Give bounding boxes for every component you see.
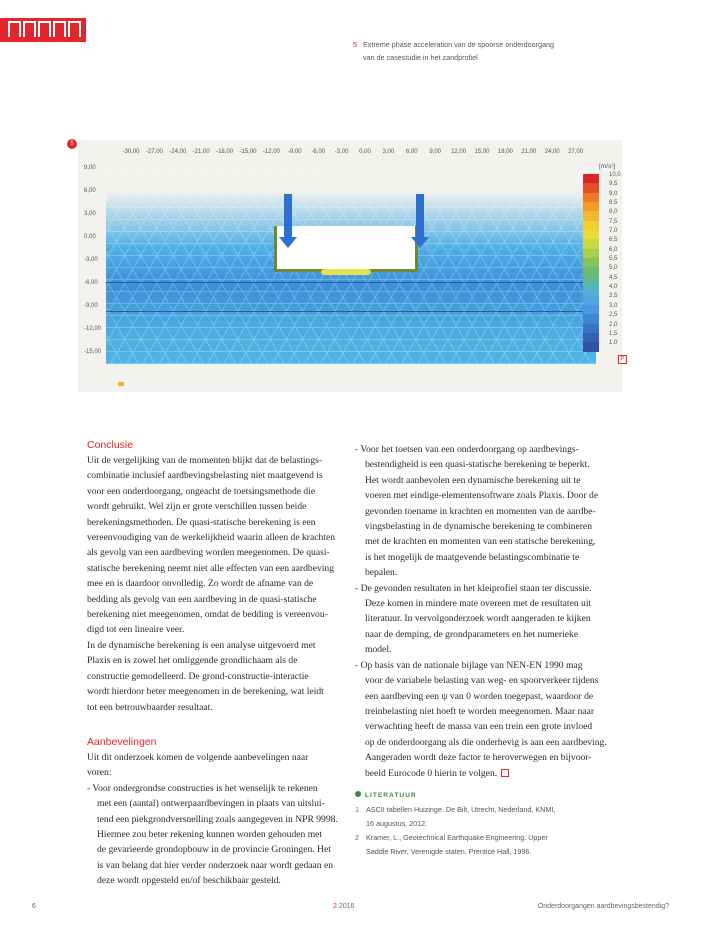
legend-value: 8,0 [609, 209, 618, 216]
x-tick-label: 12,00 [451, 149, 467, 155]
legend-value: 10,0 [609, 172, 621, 178]
legend-value: 5,5 [609, 256, 618, 263]
text-line: is van belang dat hier verder onderzoek naar wordt gedaan en [97, 859, 334, 871]
text-line: met de krachten en momenten van een statische berekening, [365, 536, 596, 548]
conclusie-paragraph-1 [87, 453, 347, 638]
x-tick-label: 0,00 [359, 149, 371, 155]
x-tick-label: -6,00 [311, 149, 326, 155]
text-line: - Voor het toetsen van een onderdoorgang op aardbevings- [355, 444, 579, 455]
x-tick-label: -12,00 [262, 149, 280, 155]
legend-swatch [583, 202, 599, 211]
text-line: - De gevonden resultaten in het kleiprofiel staan ter discussie. [355, 582, 592, 594]
legend-value: 9,0 [609, 190, 618, 197]
text-line: Plaxis en is zowel het omliggende grondlichaam als de [87, 655, 298, 667]
legend-value: 4,0 [609, 284, 618, 291]
text-line: met een (aantal) ontwerpaardbevingen in plaats van uitslui- [97, 798, 325, 810]
text-line: een aardbeving een ψ van 0 worden toegepast, waardoor de [365, 690, 594, 702]
legend-value: 1,5 [609, 330, 618, 337]
literatuur-item: 2 Kramer, L., Geotechnical Earthquake Engineering. Upper Saddle River, Verenigde staten, Prentice Hall, 1996. [355, 833, 548, 856]
legend-swatch [583, 258, 599, 267]
text-line: In de dynamische berekening is een analyse uitgevoerd met [87, 639, 316, 651]
end-mark-icon [501, 769, 509, 777]
legend-swatch [583, 324, 599, 333]
y-tick-label: 6,00 [84, 188, 96, 194]
text-line: op de onderdoorgang als die onderhevig is aan een aardbeving. [365, 736, 607, 748]
y-tick-label: -6,00 [84, 280, 98, 286]
text-line: berekening niet meegenomen, omdat de bedding is vereenvou- [87, 609, 328, 621]
legend-swatch [583, 333, 599, 342]
legend-value: 5,0 [609, 265, 618, 272]
legend-value: 8,5 [609, 200, 618, 207]
load-arrow-icon [416, 194, 424, 238]
high-acceleration-zone [321, 269, 371, 275]
legend-swatch [583, 286, 599, 295]
magazine-logo [0, 18, 86, 42]
plaxis-icon: P [618, 355, 627, 364]
literatuur-heading: LITERATUUR [355, 791, 417, 799]
y-tick-label: 9,00 [84, 165, 96, 171]
aanbevelingen-intro [87, 750, 347, 781]
legend-swatch [583, 295, 599, 304]
y-tick-label: 0,00 [84, 234, 96, 240]
legend-value: 6,0 [609, 246, 618, 253]
x-tick-label: -15,00 [239, 149, 257, 155]
legend-value: 2,5 [609, 312, 618, 319]
issue-label: 2 2016 [333, 903, 355, 910]
legend-value: 1,0 [609, 340, 618, 347]
legend-swatch [583, 267, 599, 276]
x-tick-label: -18,00 [216, 149, 234, 155]
text-line: treinbelasting niet hoeft te worden meegenomen. Maar naar [365, 705, 595, 717]
legend-swatch [583, 277, 599, 286]
aanbeveling-bullet-2 [355, 442, 615, 581]
running-title: Onderdoorgangen aardbevingsbestendig? [537, 903, 669, 910]
x-tick-label: 27,00 [568, 149, 584, 155]
text-line: voeren met eindige-elementensoftware zoals Plaxis. Door de [365, 490, 599, 502]
right-column [355, 442, 615, 781]
y-tick-label: 3,00 [84, 211, 96, 217]
text-line: gevonden toename in krachten en momenten van de aardbe- [365, 505, 596, 517]
text-line: combinatie inclusief aardbevingsbelasting niet maatgevend is [87, 470, 323, 482]
text-line: Het wordt aanbevolen een dynamische berekening uit te [365, 474, 581, 486]
legend-swatch [583, 221, 599, 230]
legend-swatch [583, 305, 599, 314]
x-tick-label: -24,00 [169, 149, 187, 155]
text-line: mee en is daardoor onvolledig. Zo wordt de afname van de [87, 578, 314, 590]
text-line: als gevolg van een aardbeving worden meegenomen. De quasi- [87, 547, 330, 559]
legend-swatch [583, 174, 599, 183]
text-line: beeld Eurocode 0 hierin te volgen. [355, 766, 615, 781]
plaxis-contour-plot [106, 164, 596, 364]
mini-marker [118, 382, 124, 386]
figure-caption: 5 Extreme phase acceleration van de spoorse onderdoorgang van de casestudie in het zandprofiel [353, 40, 554, 62]
x-tick-label: -3,00 [334, 149, 349, 155]
legend-value: 3,5 [609, 293, 618, 300]
text-line: Aangeraden wordt deze factor te heroverwegen en bijvoor- [365, 752, 592, 764]
acceleration-figure [78, 140, 625, 392]
x-tick-label: 9,00 [429, 149, 442, 155]
legend-swatch [583, 211, 599, 220]
legend-value: 4,5 [609, 274, 618, 281]
text-line: vereenvoudiging van de werkelijkheid waarin alleen de krachten [87, 532, 335, 544]
legend-value: 7,0 [609, 228, 618, 235]
x-tick-label: 18,00 [497, 149, 513, 155]
x-tick-label: 24,00 [544, 149, 560, 155]
text-line: tot een betrouwbaarder resultaat. [87, 701, 213, 713]
legend-swatch [583, 239, 599, 248]
legend-value: 7,5 [609, 218, 618, 225]
text-line: vingsbelasting in de dynamische berekening te combineren [365, 521, 592, 533]
text-line: Deze komen in mindere mate overeen met de resultaten uit [365, 598, 592, 610]
x-tick-label: 21,00 [521, 149, 537, 155]
text-line: voor de variabele belasting van weg- en spoorverkeer tijdens [365, 675, 599, 687]
load-arrow-icon [284, 194, 292, 238]
x-tick-label: -30,00 [122, 149, 140, 155]
aanbevelingen-heading: Aanbevelingen [87, 735, 157, 748]
text-line: voren: [87, 767, 112, 779]
aanbeveling-bullet-4 [355, 658, 615, 781]
conclusie-heading: Conclusie [87, 439, 134, 451]
legend-swatch [583, 230, 599, 239]
y-tick-label: -3,00 [84, 257, 98, 263]
text-line: Hiermee zou beter rekening kunnen worden gehouden met [97, 828, 323, 840]
text-line: literatuur. In vervolgonderzoek wordt aangeraden te kijken [365, 613, 591, 625]
text-line: wordt gebruikt. Wel zijn er grote verschillen tussen beide [87, 501, 307, 513]
soil-layer-line [106, 282, 596, 283]
text-line: statische berekening neemt niet alle effecten van een aardbeving [87, 562, 335, 574]
text-line: model. [365, 644, 392, 656]
x-tick-label: 6,00 [405, 149, 418, 155]
text-line: deze wordt opgesteld en/of beschikbaar gesteld. [97, 875, 281, 887]
y-tick-label: -12,00 [84, 326, 102, 332]
bullet-dot-icon [355, 791, 361, 797]
y-tick-label: -15,00 [84, 349, 102, 355]
legend-value: 6,5 [609, 237, 618, 244]
text-line: Uit dit onderzoek komen de volgende aanbevelingen naar [87, 751, 309, 763]
legend-labels [609, 171, 621, 349]
text-line: constructie gemodelleerd. De grond-constructie-interactie [87, 670, 309, 682]
legend-unit: [m/s²] [599, 163, 616, 170]
legend-value: 2,0 [609, 321, 618, 328]
color-legend [583, 174, 599, 352]
text-line: digd tot een lineaire veer. [87, 624, 185, 636]
left-column [87, 438, 347, 889]
legend-value: 3,0 [609, 302, 618, 309]
x-tick-label: 3,00 [382, 149, 395, 155]
legend-swatch [583, 314, 599, 323]
x-tick-label: -27,00 [145, 149, 163, 155]
legend-value: 9,5 [609, 181, 618, 188]
underpass-structure [274, 226, 418, 272]
text-line: bedding als gevolg van een aardbeving in de quasi-statische [87, 593, 317, 605]
legend-swatch [583, 193, 599, 202]
text-line: wordt hierdoor beter meegenomen in de berekening, wat leidt [87, 686, 324, 698]
text-line: Uit de vergelijking van de momenten blijkt dat de belastings- [87, 455, 323, 466]
text-line: verwachting heeft de massa van een trein een grote invloed [365, 721, 593, 733]
legend-swatch [583, 342, 599, 351]
text-line: de gevarieerde grondopbouw in de provincie Groningen. Het [97, 844, 331, 856]
aanbeveling-bullet-3 [355, 581, 615, 658]
text-line: bepalen. [365, 567, 398, 579]
text-line: - Op basis van de nationale bijlage van NEN-EN 1990 mag [355, 659, 583, 671]
legend-swatch [583, 249, 599, 258]
literatuur-item: 1 ASCII tabellen Huizinge. De Bilt, Utrecht, Nederland, KNMI, 16 augustus, 2012. [355, 805, 556, 828]
aanbeveling-bullet-1 [87, 781, 347, 889]
page-number: 6 [32, 903, 36, 910]
text-line: tend een piekgrondversnelling zoals aangegeven in NPR 9998. [97, 813, 338, 825]
text-line: naar de demping, de grondparameters en het numerieke [365, 628, 579, 640]
x-tick-label: 15,00 [474, 149, 490, 155]
soil-layer-line [106, 311, 596, 312]
conclusie-paragraph-2 [87, 638, 347, 715]
text-line: - Voor ondergrondse constructies is het wenselijk te rekenen [87, 782, 318, 794]
figure-badge: 5 [67, 139, 77, 149]
text-line: berekeningsmethoden. De quasi-statische berekening is een [87, 516, 316, 528]
text-line: voor een onderdoorgang, ongeacht de toetsingsmethode die [87, 485, 316, 497]
x-tick-label: -9,00 [287, 149, 302, 155]
text-line: bestendigheid is een quasi-statische berekening te beperkt. [365, 459, 590, 471]
y-tick-label: -9,00 [84, 303, 98, 309]
legend-swatch [583, 183, 599, 192]
text-line: is het mogelijk de maatgevende belastingscombinatie te [365, 551, 580, 563]
x-tick-label: -21,00 [192, 149, 210, 155]
